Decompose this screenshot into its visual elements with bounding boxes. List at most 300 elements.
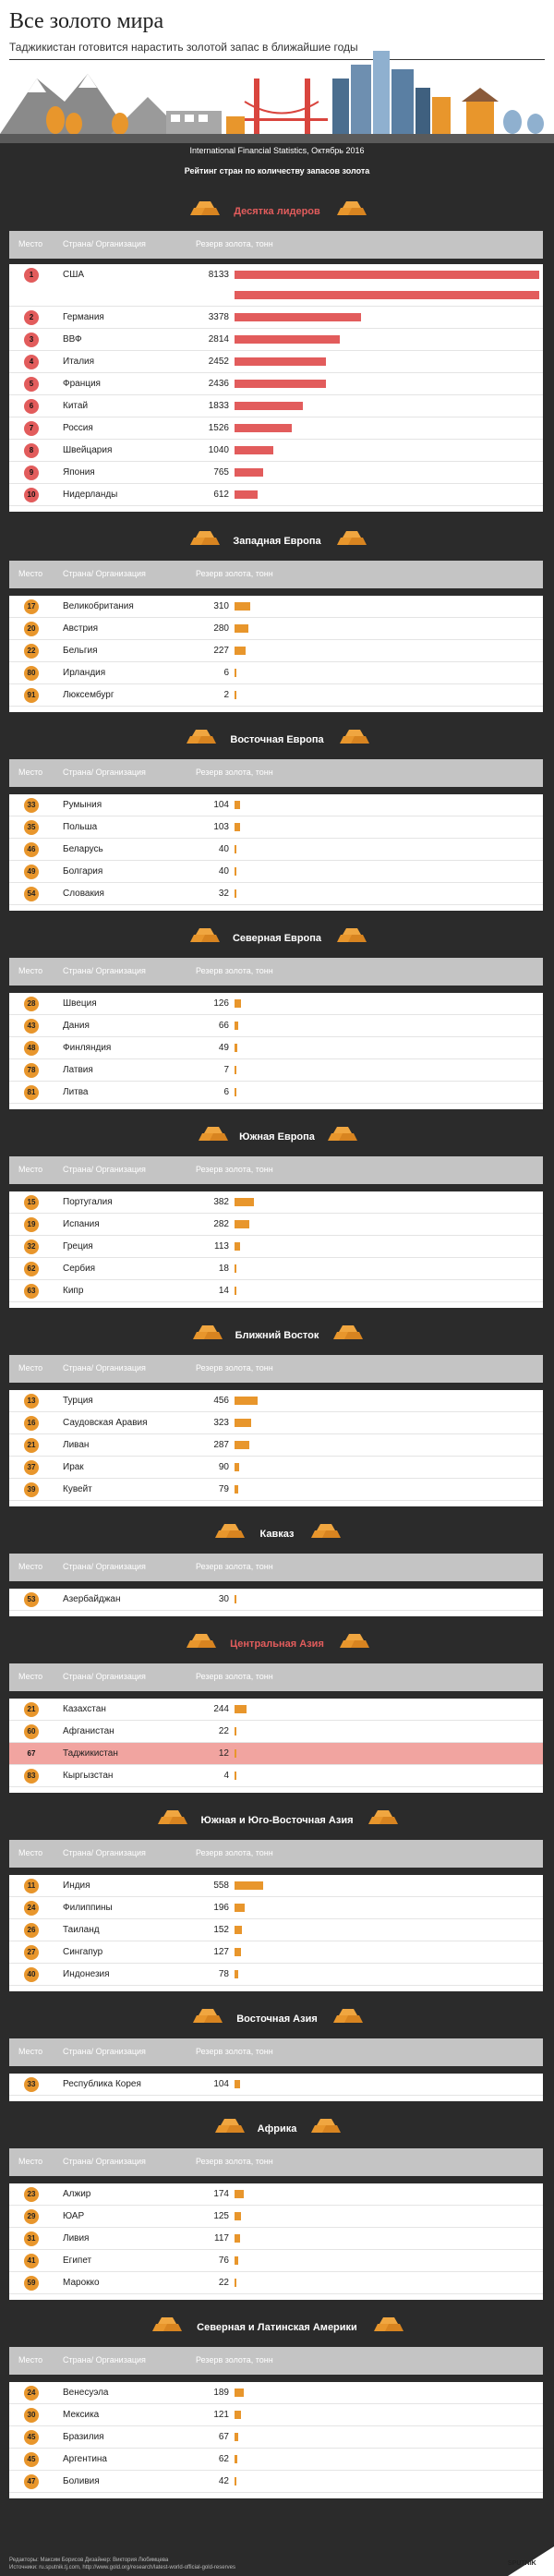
bar xyxy=(235,2279,236,2287)
gold-bars-icon xyxy=(307,2116,343,2135)
column-reserve: Резерв золота, тонн xyxy=(196,966,273,975)
reserve-value: 765 xyxy=(213,467,229,478)
table-row xyxy=(9,2228,543,2250)
reserve-value: 6 xyxy=(223,1087,229,1097)
rank-badge: 21 xyxy=(24,1702,39,1717)
reserve-value: 117 xyxy=(214,2233,229,2243)
bar xyxy=(235,823,240,831)
column-reserve: Резерв золота, тонн xyxy=(196,2047,273,2056)
rank-badge: 46 xyxy=(24,842,39,857)
reserve-value: 196 xyxy=(213,1903,229,1913)
column-place: Место xyxy=(18,1672,43,1681)
column-reserve: Резерв золота, тонн xyxy=(196,1562,273,1571)
rank-badge: 2 xyxy=(24,310,39,325)
table-body xyxy=(9,2074,543,2101)
table-row xyxy=(9,1412,543,1434)
table-header xyxy=(9,759,543,787)
table-row xyxy=(9,440,543,462)
country-name: ВВФ xyxy=(63,334,82,345)
country-name: Австрия xyxy=(63,623,99,634)
bar xyxy=(235,2455,237,2463)
reserve-value: 227 xyxy=(213,646,229,656)
table-body xyxy=(9,1191,543,1308)
bar xyxy=(235,313,361,321)
table-row xyxy=(9,1765,543,1787)
rank-badge: 31 xyxy=(24,2231,39,2246)
rank-badge: 5 xyxy=(24,377,39,392)
reserve-value: 558 xyxy=(213,1881,229,1891)
reserve-value: 456 xyxy=(213,1396,229,1406)
section-heading xyxy=(0,727,554,755)
country-name: Люксембург xyxy=(63,690,114,700)
footer xyxy=(9,2557,235,2571)
country-name: Болгария xyxy=(63,866,103,877)
table-header xyxy=(9,2038,543,2066)
table-row xyxy=(9,1059,543,1082)
bar xyxy=(235,2234,240,2243)
table-row xyxy=(9,839,543,861)
reserve-value: 189 xyxy=(213,2388,229,2398)
country-name: Бразилия xyxy=(63,2432,104,2442)
bar xyxy=(235,2433,238,2441)
bar xyxy=(235,801,240,809)
table-body xyxy=(9,2382,543,2498)
country-name: Марокко xyxy=(63,2278,100,2288)
column-reserve: Резерв золота, тонн xyxy=(196,1672,273,1681)
rank-badge: 81 xyxy=(24,1085,39,1100)
reserve-value: 104 xyxy=(213,2079,229,2089)
rank-badge: 20 xyxy=(24,622,39,636)
rank-badge: 53 xyxy=(24,1592,39,1607)
rank-badge: 45 xyxy=(24,2430,39,2445)
table-row xyxy=(9,2382,543,2404)
section-title: Восточная Европа xyxy=(230,734,324,745)
reserve-value: 90 xyxy=(218,1462,229,1472)
reserve-value: 113 xyxy=(214,1241,229,1252)
bar xyxy=(235,335,340,344)
bar xyxy=(235,2411,241,2419)
section-title: Северная Европа xyxy=(232,933,322,944)
table-row xyxy=(9,264,543,307)
table-row xyxy=(9,662,543,684)
table-body xyxy=(9,1699,543,1793)
bar xyxy=(235,1397,258,1405)
reserve-value: 126 xyxy=(213,998,229,1009)
table-row xyxy=(9,351,543,373)
section-title: Западная Европа xyxy=(233,536,321,547)
bar xyxy=(235,446,273,454)
column-country: Страна/ Организация xyxy=(63,966,146,975)
section-title: Ближний Восток xyxy=(235,1330,319,1341)
table-header xyxy=(9,1355,543,1383)
bar xyxy=(235,1881,263,1890)
column-place: Место xyxy=(18,1848,43,1857)
bar xyxy=(235,468,263,477)
country-name: Германия xyxy=(63,312,104,322)
bar xyxy=(235,1419,251,1427)
reserve-value: 32 xyxy=(218,889,229,899)
rank-badge: 3 xyxy=(24,333,39,347)
bar xyxy=(235,624,248,633)
column-country: Страна/ Организация xyxy=(63,239,146,248)
table-row xyxy=(9,1037,543,1059)
bar xyxy=(235,1485,238,1494)
column-reserve: Резерв золота, тонн xyxy=(196,569,273,578)
reserve-value: 2436 xyxy=(208,379,229,389)
reserve-value: 6 xyxy=(223,668,229,678)
reserve-value: 22 xyxy=(218,2278,229,2288)
country-name: Кувейт xyxy=(63,1484,92,1494)
country-name: Бельгия xyxy=(63,646,98,656)
reserve-value: 104 xyxy=(213,800,229,810)
bar xyxy=(235,1242,240,1251)
table-row xyxy=(9,684,543,707)
rank-badge: 78 xyxy=(24,1063,39,1078)
bar xyxy=(235,424,292,432)
rank-badge: 67 xyxy=(27,1749,36,1758)
section-title: Южная Европа xyxy=(239,1131,315,1143)
reserve-value: 323 xyxy=(213,1418,229,1428)
section-title: Центральная Азия xyxy=(230,1639,324,1650)
table-row xyxy=(9,2183,543,2206)
bar xyxy=(235,402,303,410)
country-name: Великобритания xyxy=(63,601,134,611)
column-place: Место xyxy=(18,1363,43,1373)
header xyxy=(0,0,554,143)
gold-bars-icon xyxy=(336,1631,371,1650)
country-name: Швейцария xyxy=(63,445,113,455)
country-name: Латвия xyxy=(63,1065,93,1075)
bar xyxy=(235,867,236,876)
column-reserve: Резерв золота, тонн xyxy=(196,2157,273,2166)
reserve-value: 40 xyxy=(218,844,229,854)
country-name: Республика Корея xyxy=(63,2079,141,2089)
rank-badge: 17 xyxy=(24,599,39,614)
column-reserve: Резерв золота, тонн xyxy=(196,1165,273,1174)
rank-badge: 37 xyxy=(24,1460,39,1475)
bar xyxy=(235,1772,236,1780)
section-heading xyxy=(0,1323,554,1350)
sputnik-logo xyxy=(499,2542,554,2576)
reserve-value: 3378 xyxy=(208,312,229,322)
reserve-value: 30 xyxy=(218,1594,229,1604)
rank-badge: 30 xyxy=(24,2408,39,2423)
reserve-value: 287 xyxy=(213,1440,229,1450)
bar xyxy=(235,1264,236,1273)
bar xyxy=(235,357,326,366)
bar xyxy=(235,889,236,898)
country-name: Ливан xyxy=(63,1440,90,1450)
column-reserve: Резерв золота, тонн xyxy=(196,2355,273,2364)
gold-bars-icon xyxy=(333,528,368,547)
table-row xyxy=(9,2272,543,2294)
rank-badge: 49 xyxy=(24,865,39,879)
country-name: Венесуэла xyxy=(63,2388,109,2398)
country-name: Филиппины xyxy=(63,1903,113,1913)
table-body xyxy=(9,794,543,911)
table-header xyxy=(9,958,543,986)
country-name: Индия xyxy=(63,1881,90,1891)
rank-badge: 9 xyxy=(24,466,39,480)
bar xyxy=(235,1970,238,1978)
column-place: Место xyxy=(18,569,43,578)
table-row xyxy=(9,1390,543,1412)
table-header xyxy=(9,231,543,259)
table-row xyxy=(9,1236,543,1258)
country-name: Египет xyxy=(63,2256,92,2266)
rank-badge: 54 xyxy=(24,887,39,901)
country-name: Афганистан xyxy=(63,1726,114,1736)
rank-badge: 41 xyxy=(24,2254,39,2268)
table-body xyxy=(9,1390,543,1506)
column-place: Место xyxy=(18,1562,43,1571)
footer-sources: Источники: ru.sputnik.tj.com, http://www.gold.org/research/latest-world-official-gold-reserves xyxy=(9,2565,235,2570)
bar xyxy=(235,1595,236,1603)
brand-label: SPUTNIK xyxy=(508,2560,536,2567)
rank-badge: 29 xyxy=(24,2209,39,2224)
column-place: Место xyxy=(18,239,43,248)
country-name: Дания xyxy=(63,1021,90,1031)
country-name: Мексика xyxy=(63,2410,100,2420)
reserve-value: 152 xyxy=(213,1925,229,1935)
country-name: Аргентина xyxy=(63,2454,107,2464)
table-row xyxy=(9,1941,543,1964)
country-name: Словакия xyxy=(63,889,104,899)
rank-badge: 7 xyxy=(24,421,39,436)
column-country: Страна/ Организация xyxy=(63,1562,146,1571)
rank-badge: 80 xyxy=(24,666,39,681)
table-row xyxy=(9,794,543,816)
reserve-value: 7 xyxy=(223,1065,229,1075)
country-name: Индонезия xyxy=(63,1969,110,1979)
gold-bars-icon xyxy=(336,727,371,745)
reserve-value: 127 xyxy=(213,1947,229,1957)
country-name: Саудовская Аравия xyxy=(63,1418,148,1428)
reserve-value: 1040 xyxy=(208,445,229,455)
rank-badge: 24 xyxy=(24,1901,39,1916)
bar xyxy=(235,380,326,388)
country-name: Литва xyxy=(63,1087,89,1097)
country-name: ЮАР xyxy=(63,2211,85,2221)
table-header xyxy=(9,1840,543,1868)
table-header xyxy=(9,1156,543,1184)
rank-badge: 10 xyxy=(24,488,39,502)
country-name: Португалия xyxy=(63,1197,113,1207)
section-title: Восточная Азия xyxy=(236,2014,318,2025)
column-reserve: Резерв золота, тонн xyxy=(196,1848,273,1857)
rank-badge: 21 xyxy=(24,1438,39,1453)
section-heading xyxy=(0,1124,554,1152)
rank-badge: 15 xyxy=(24,1195,39,1210)
country-name: Франция xyxy=(63,379,101,389)
reserve-value: 174 xyxy=(213,2189,229,2199)
bar xyxy=(235,1088,236,1096)
table-row xyxy=(9,1699,543,1721)
table-header xyxy=(9,1663,543,1691)
bar xyxy=(235,1022,238,1030)
reserve-value: 2814 xyxy=(208,334,229,345)
bar xyxy=(235,1220,249,1228)
country-name: Испания xyxy=(63,1219,100,1229)
gold-bars-icon xyxy=(330,2006,365,2025)
column-place: Место xyxy=(18,2355,43,2364)
reserve-value: 79 xyxy=(218,1484,229,1494)
table-row xyxy=(9,1897,543,1919)
table-row xyxy=(9,462,543,484)
rank-badge: 28 xyxy=(24,997,39,1011)
table-row xyxy=(9,883,543,905)
bar xyxy=(235,1749,236,1758)
rank-badge: 47 xyxy=(24,2474,39,2489)
country-name: США xyxy=(63,270,85,280)
table-row xyxy=(9,1258,543,1280)
country-name: Сербия xyxy=(63,1264,96,1274)
column-country: Страна/ Организация xyxy=(63,569,146,578)
bar xyxy=(235,669,236,677)
country-name: Ливия xyxy=(63,2233,90,2243)
column-country: Страна/ Организация xyxy=(63,2157,146,2166)
rank-badge: 26 xyxy=(24,1923,39,1938)
table-body xyxy=(9,1589,543,1616)
reserve-value: 125 xyxy=(213,2211,229,2221)
rank-badge: 40 xyxy=(24,1967,39,1982)
gold-bars-icon xyxy=(365,1808,400,1826)
column-reserve: Резерв золота, тонн xyxy=(196,1363,273,1373)
bar xyxy=(235,1948,241,1956)
rank-badge: 33 xyxy=(24,798,39,813)
country-name: Беларусь xyxy=(63,844,103,854)
table-body xyxy=(9,596,543,712)
bar xyxy=(235,845,236,853)
rank-badge: 23 xyxy=(24,2187,39,2202)
reserve-value: 121 xyxy=(213,2410,229,2420)
country-name: Финляндия xyxy=(63,1043,112,1053)
section-heading xyxy=(0,2116,554,2144)
column-country: Страна/ Организация xyxy=(63,1363,146,1373)
bar xyxy=(235,602,250,611)
reserve-value: 67 xyxy=(218,2432,229,2442)
rank-badge: 35 xyxy=(24,820,39,835)
bar xyxy=(235,999,241,1008)
section-title: Кавказ xyxy=(259,1529,295,1540)
country-name: Казахстан xyxy=(63,1704,106,1714)
reserve-value: 4 xyxy=(223,1771,229,1781)
table-row xyxy=(9,1964,543,1986)
page-title: Все золото мира xyxy=(9,9,164,33)
bar xyxy=(235,1463,239,1471)
country-name: Ирландия xyxy=(63,668,106,678)
table-row xyxy=(9,329,543,351)
column-place: Место xyxy=(18,2047,43,2056)
rank-badge: 39 xyxy=(24,1482,39,1497)
city-skyline-illustration xyxy=(0,46,554,143)
country-name: Турция xyxy=(63,1396,93,1406)
rank-badge: 13 xyxy=(24,1394,39,1409)
section-heading xyxy=(0,1631,554,1659)
rank-badge: 19 xyxy=(24,1217,39,1232)
table-row xyxy=(9,373,543,395)
table-body xyxy=(9,1875,543,1991)
rank-badge: 8 xyxy=(24,443,39,458)
reserve-value: 244 xyxy=(213,1704,229,1714)
table-body xyxy=(9,2183,543,2300)
reserve-value: 382 xyxy=(213,1197,229,1207)
table-row xyxy=(9,307,543,329)
rank-badge: 43 xyxy=(24,1019,39,1034)
table-header xyxy=(9,2347,543,2375)
section-title: Северная и Латинская Америки xyxy=(197,2322,357,2333)
reserve-value: 8133 xyxy=(208,270,229,280)
gold-bars-icon xyxy=(324,1124,359,1143)
section-heading xyxy=(0,2006,554,2034)
table-row xyxy=(9,417,543,440)
reserve-value: 40 xyxy=(218,866,229,877)
table-row xyxy=(9,1434,543,1457)
reserve-value: 76 xyxy=(218,2256,229,2266)
reserve-value: 49 xyxy=(218,1043,229,1053)
bar xyxy=(235,1705,247,1713)
bar xyxy=(235,2212,241,2220)
rank-badge: 83 xyxy=(24,1769,39,1784)
reserve-value: 62 xyxy=(218,2454,229,2464)
column-country: Страна/ Организация xyxy=(63,1848,146,1857)
country-name: Алжир xyxy=(63,2189,91,2199)
reserve-value: 66 xyxy=(218,1021,229,1031)
country-name: Китай xyxy=(63,401,89,411)
column-reserve: Резерв золота, тонн xyxy=(196,239,273,248)
table-header xyxy=(9,2148,543,2176)
country-name: Кипр xyxy=(63,1286,84,1296)
rank-badge: 63 xyxy=(24,1284,39,1299)
reserve-value: 282 xyxy=(213,1219,229,1229)
country-name: Кыргызстан xyxy=(63,1771,114,1781)
rank-badge: 11 xyxy=(24,1879,39,1893)
rank-badge: 6 xyxy=(24,399,39,414)
country-name: Италия xyxy=(63,357,95,367)
bar xyxy=(235,1904,245,1912)
table-row xyxy=(9,1191,543,1214)
country-name: Нидерланды xyxy=(63,490,118,500)
section-heading xyxy=(0,199,554,226)
column-country: Страна/ Организация xyxy=(63,1672,146,1681)
table-row xyxy=(9,1457,543,1479)
section-heading xyxy=(0,1521,554,1549)
table-row xyxy=(9,2404,543,2426)
table-row xyxy=(9,2426,543,2449)
reserve-value: 1526 xyxy=(208,423,229,433)
country-name: Азербайджан xyxy=(63,1594,121,1604)
rank-badge: 22 xyxy=(24,644,39,659)
table-row xyxy=(9,1919,543,1941)
country-name: Греция xyxy=(63,1241,93,1252)
table-row xyxy=(9,1875,543,1897)
bar xyxy=(235,271,539,279)
table-row xyxy=(9,1015,543,1037)
reserve-value: 42 xyxy=(218,2476,229,2486)
table-row xyxy=(9,993,543,1015)
gold-bars-icon xyxy=(333,925,368,944)
column-country: Страна/ Организация xyxy=(63,2355,146,2364)
gold-bars-icon xyxy=(370,2315,405,2333)
bar xyxy=(235,1287,236,1295)
section-title: Африка xyxy=(257,2123,297,2135)
page-subtitle: Таджикистан готовится нарастить золотой запас в ближайшие годы xyxy=(9,41,358,54)
column-place: Место xyxy=(18,2157,43,2166)
bar xyxy=(235,691,236,699)
rank-badge: 27 xyxy=(24,1945,39,1960)
table-row xyxy=(9,596,543,618)
bar xyxy=(235,2477,236,2485)
